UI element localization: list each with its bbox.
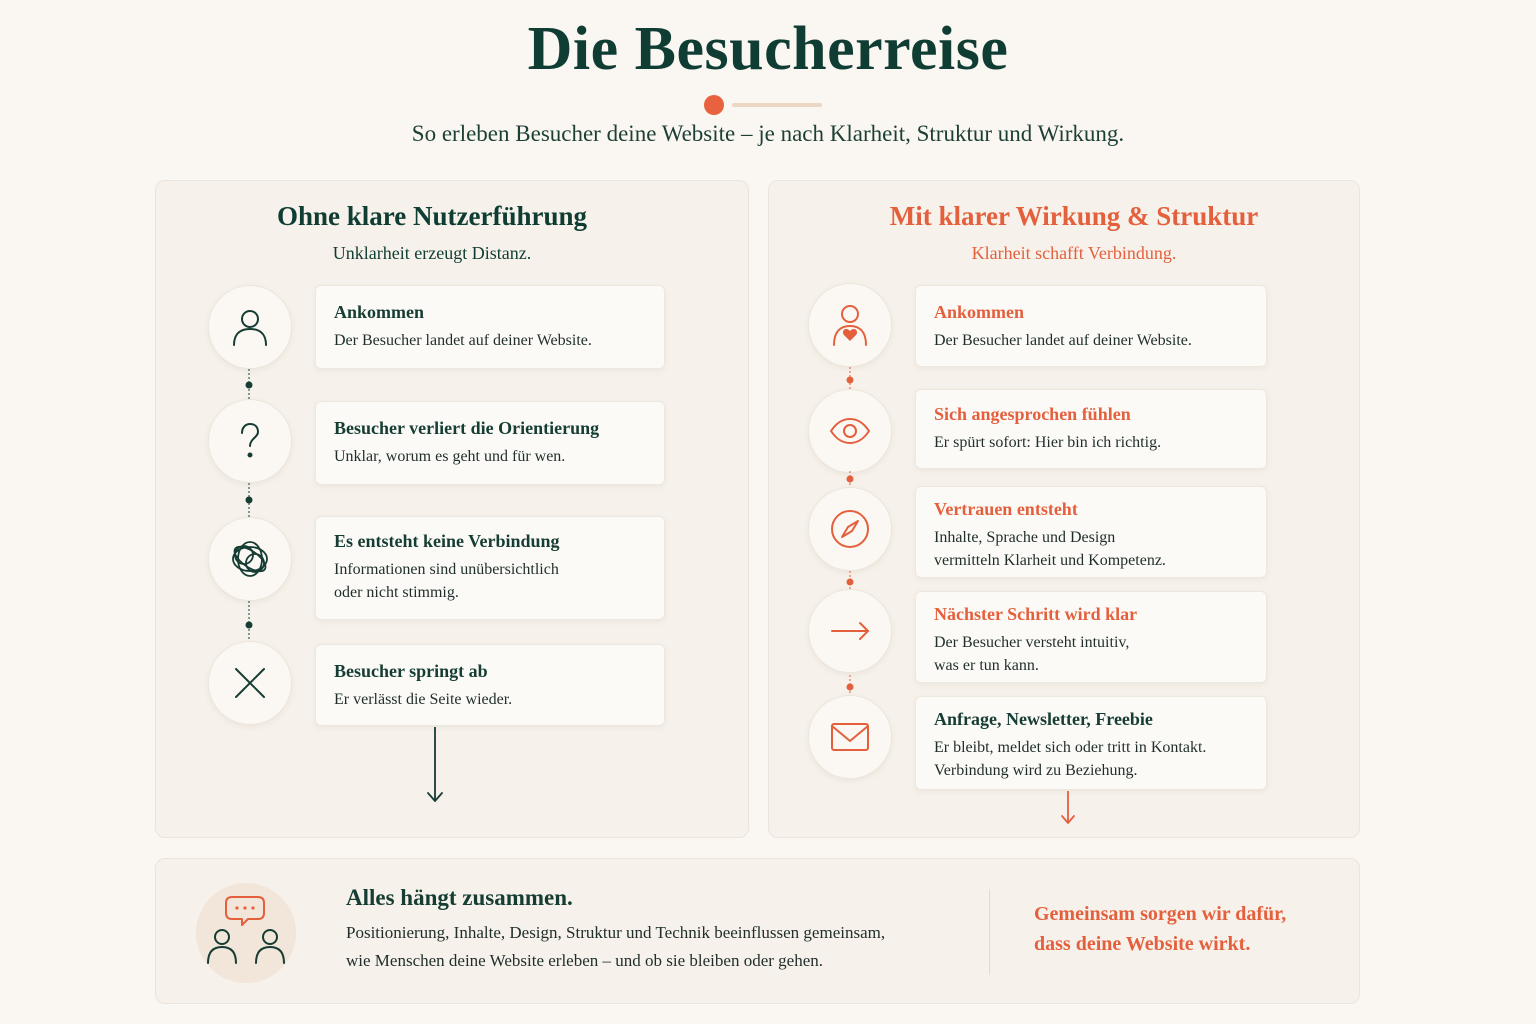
down-arrow-icon bbox=[426, 727, 444, 805]
person-heart-icon bbox=[808, 283, 892, 367]
panel-title: Mit klarer Wirkung & Struktur bbox=[889, 201, 1259, 231]
summary-text: Positionierung, Inhalte, Design, Struktur und Technik beeinflussen gemeinsam, wie Menschen deine Website erleben – und ob sie bleiben oder gehen. bbox=[346, 923, 886, 970]
summary-cta: Gemeinsam sorgen wir dafür, dass deine Website wirkt. bbox=[1034, 903, 1287, 955]
step-text: Er verlässt die Seite wieder. bbox=[334, 691, 513, 708]
x-icon bbox=[208, 641, 292, 725]
step-title: Sich angesprochen fühlen bbox=[934, 404, 1131, 424]
step-text: Inhalte, Sprache und Design vermitteln Klarheit und Kompetenz. bbox=[934, 529, 1166, 569]
step-card bbox=[915, 486, 1267, 578]
step-title: Besucher verliert die Orientierung bbox=[334, 418, 600, 438]
step-text: Der Besucher landet auf deiner Website. bbox=[934, 332, 1192, 349]
compass-icon bbox=[808, 487, 892, 571]
step-card bbox=[315, 401, 665, 485]
panel-title: Ohne klare Nutzerführung bbox=[276, 201, 587, 231]
step-text: Er spürt sofort: Hier bin ich richtig. bbox=[934, 434, 1162, 451]
step-card bbox=[915, 591, 1267, 683]
step-text: Der Besucher versteht intuitiv, was er tun kann. bbox=[934, 634, 1130, 674]
page-subtitle: So erleben Besucher deine Website – je nach Klarheit, Struktur und Wirkung. bbox=[411, 121, 1125, 146]
summary-box bbox=[155, 858, 1360, 1004]
person-icon bbox=[208, 285, 292, 369]
step-card bbox=[915, 389, 1267, 469]
question-mark-icon bbox=[208, 399, 292, 483]
summary-title: Alles hängt zusammen. bbox=[346, 885, 573, 910]
arrow-right-icon bbox=[808, 589, 892, 673]
step-title: Anfrage, Newsletter, Freebie bbox=[934, 709, 1153, 729]
step-card bbox=[315, 516, 665, 620]
step-connector bbox=[248, 483, 250, 521]
step-title: Ankommen bbox=[934, 302, 1025, 322]
eye-icon bbox=[808, 389, 892, 473]
tangled-circles-icon bbox=[208, 517, 292, 601]
step-text: Informationen sind unübersichtlich oder nicht stimmig. bbox=[334, 561, 559, 601]
panel-without-guidance bbox=[155, 180, 749, 838]
step-card bbox=[315, 285, 665, 369]
step-title: Es entsteht keine Verbindung bbox=[334, 531, 560, 551]
summary-divider bbox=[989, 889, 990, 975]
down-arrow-icon bbox=[1060, 791, 1076, 827]
divider-bar bbox=[732, 103, 822, 107]
step-title: Vertrauen entsteht bbox=[934, 499, 1078, 519]
step-text: Unklar, worum es geht und für wen. bbox=[334, 448, 566, 465]
step-title: Ankommen bbox=[334, 302, 425, 322]
step-title: Besucher springt ab bbox=[334, 661, 488, 681]
panel-subtitle: Klarheit schafft Verbindung. bbox=[971, 243, 1177, 263]
people-chat-icon bbox=[196, 883, 296, 983]
step-title: Nächster Schritt wird klar bbox=[934, 604, 1138, 624]
divider-dot bbox=[704, 95, 724, 115]
title-divider bbox=[704, 95, 824, 115]
step-card bbox=[915, 285, 1267, 367]
panel-subtitle: Unklarheit erzeugt Distanz. bbox=[332, 243, 532, 263]
envelope-icon bbox=[808, 695, 892, 779]
step-text: Der Besucher landet auf deiner Website. bbox=[334, 332, 592, 349]
step-text: Er bleibt, meldet sich oder tritt in Kontakt. Verbindung wird zu Beziehung. bbox=[934, 739, 1207, 779]
page-title: Die Besucherreise bbox=[527, 15, 1009, 83]
step-card bbox=[915, 696, 1267, 790]
step-card bbox=[315, 644, 665, 726]
panel-with-structure bbox=[768, 180, 1360, 838]
